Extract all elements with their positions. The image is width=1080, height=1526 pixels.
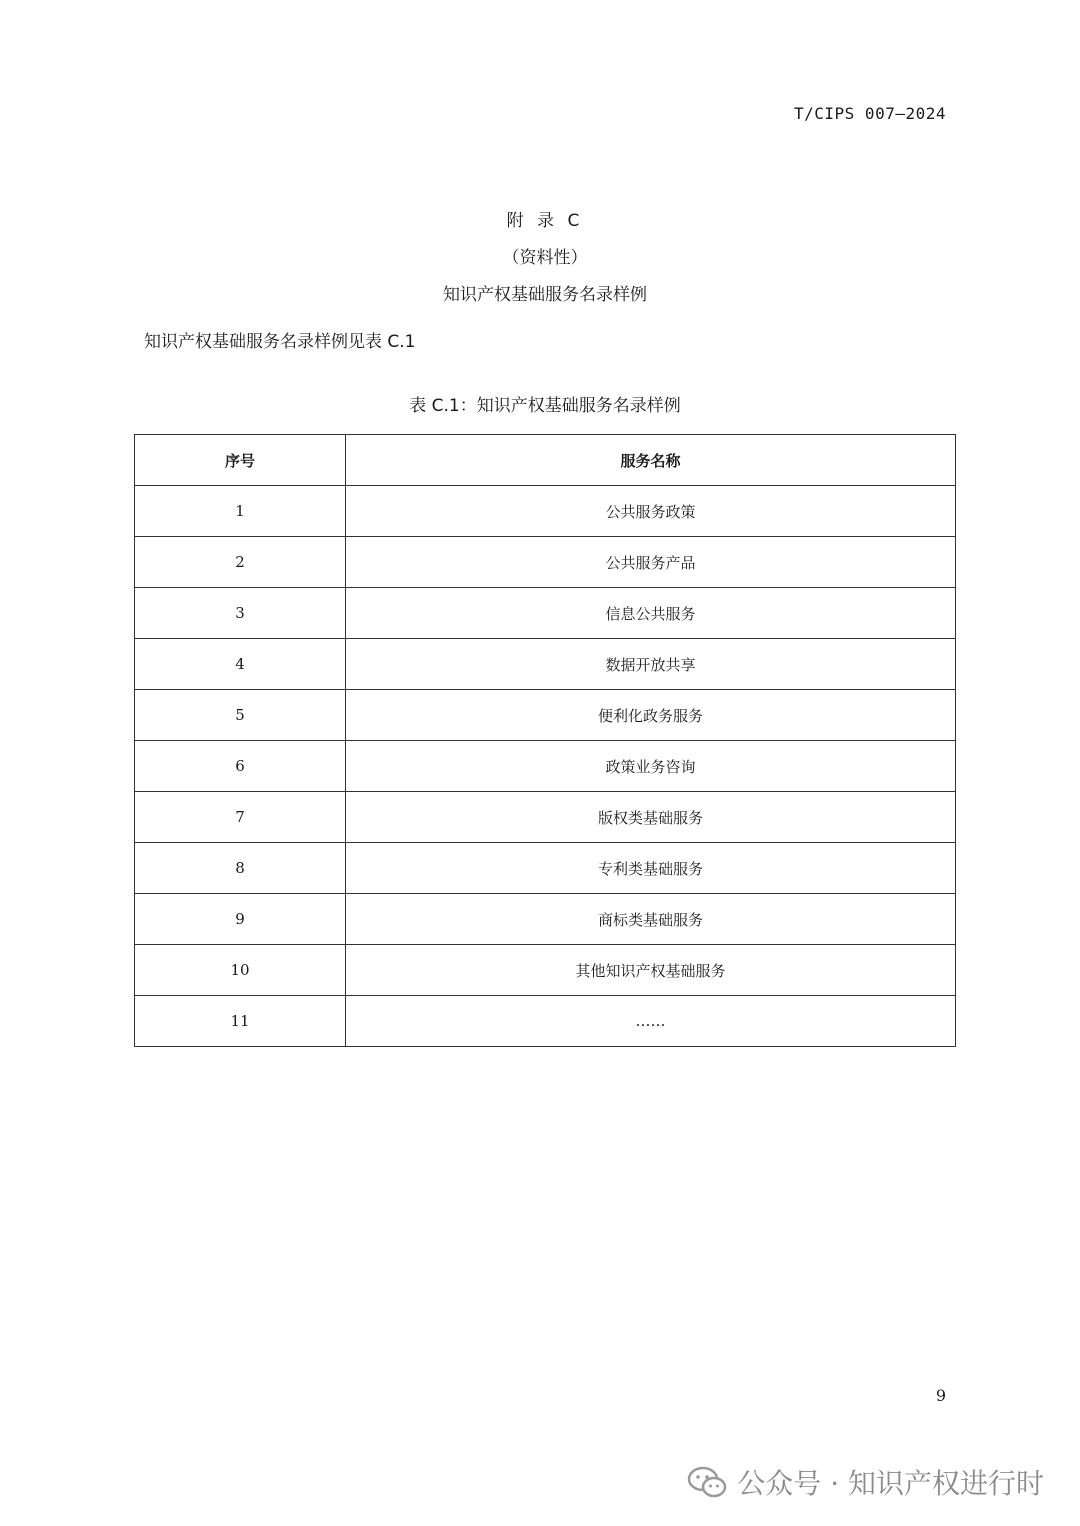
row-service-name: 便利化政务服务 (346, 690, 956, 741)
row-service-name: 公共服务政策 (346, 486, 956, 537)
row-index: 2 (135, 537, 346, 588)
row-service-name: 版权类基础服务 (346, 792, 956, 843)
row-index: 1 (135, 486, 346, 537)
row-index: 3 (135, 588, 346, 639)
table-header-row (135, 435, 956, 486)
page-number: 9 (935, 1386, 946, 1405)
row-service-name: 公共服务产品 (346, 537, 956, 588)
table-body (135, 486, 956, 1047)
row-index: 5 (135, 690, 346, 741)
appendix-name: 知识产权基础服务名录样例 (443, 285, 647, 305)
row-index: 10 (135, 945, 346, 996)
wechat-icon (687, 1465, 727, 1499)
table-row (135, 639, 956, 690)
table-row (135, 894, 956, 945)
row-service-name: 其他知识产权基础服务 (346, 945, 956, 996)
row-index: 11 (135, 996, 346, 1047)
watermark (687, 1462, 1044, 1502)
row-service-name: 专利类基础服务 (346, 843, 956, 894)
table-row (135, 945, 956, 996)
header-service-name: 服务名称 (346, 435, 956, 486)
row-service-name: …… (346, 996, 956, 1047)
appendix-title: 附 录 C (506, 211, 584, 231)
standard-number: T/CIPS 007—2024 (794, 104, 946, 123)
row-index: 9 (135, 894, 346, 945)
table-caption: 表 C.1：知识产权基础服务名录样例 (409, 396, 681, 416)
table-row (135, 588, 956, 639)
row-service-name: 商标类基础服务 (346, 894, 956, 945)
intro-text: 知识产权基础服务名录样例见表 C.1 (144, 332, 416, 352)
table-row (135, 792, 956, 843)
header-index: 序号 (135, 435, 346, 486)
row-service-name: 政策业务咨询 (346, 741, 956, 792)
appendix-nature: （资料性） (502, 248, 588, 268)
table-row (135, 537, 956, 588)
row-service-name: 信息公共服务 (346, 588, 956, 639)
table-row (135, 486, 956, 537)
table-row (135, 741, 956, 792)
table-row (135, 996, 956, 1047)
watermark-text: 公众号 · 知识产权进行时 (737, 1467, 1044, 1500)
table-row (135, 843, 956, 894)
row-index: 6 (135, 741, 346, 792)
table-row (135, 690, 956, 741)
row-index: 8 (135, 843, 346, 894)
row-service-name: 数据开放共享 (346, 639, 956, 690)
row-index: 7 (135, 792, 346, 843)
service-catalog-table (134, 434, 956, 1047)
row-index: 4 (135, 639, 346, 690)
